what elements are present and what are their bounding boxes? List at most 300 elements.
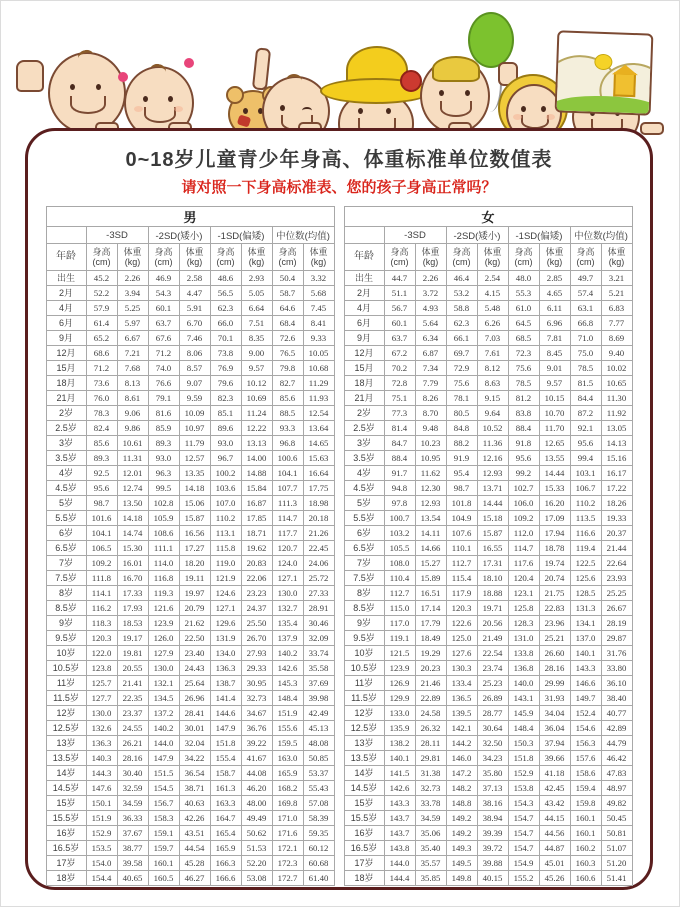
- age-cell: 18岁: [46, 871, 86, 886]
- table-row: [46, 796, 334, 811]
- age-header: 年龄: [46, 244, 86, 271]
- value-cell: 169.8: [272, 796, 303, 811]
- age-cell: 3岁: [46, 436, 86, 451]
- value-cell: 15.06: [179, 496, 210, 511]
- green-balloon-icon: [468, 12, 514, 68]
- age-cell: 15月: [344, 361, 384, 376]
- age-cell: 15岁: [46, 796, 86, 811]
- value-cell: 151.9: [272, 706, 303, 721]
- value-cell: 26.21: [117, 736, 148, 751]
- value-cell: 158.6: [570, 766, 601, 781]
- age-cell: 2月: [344, 286, 384, 301]
- value-cell: 5.25: [117, 301, 148, 316]
- value-cell: 113.1: [210, 526, 241, 541]
- value-cell: 63.7: [384, 331, 415, 346]
- table-row: [344, 796, 632, 811]
- value-cell: 10.95: [415, 451, 446, 466]
- value-cell: 21.41: [117, 676, 148, 691]
- value-cell: 122.5: [570, 556, 601, 571]
- value-cell: 9.01: [539, 361, 570, 376]
- table-row: [344, 766, 632, 781]
- value-cell: 32.73: [415, 781, 446, 796]
- value-cell: 159.1: [148, 826, 179, 841]
- value-cell: 58.7: [272, 286, 303, 301]
- age-cell: 4月: [46, 301, 86, 316]
- table-row: [344, 871, 632, 886]
- value-cell: 93.3: [272, 421, 303, 436]
- value-cell: 14.13: [601, 436, 632, 451]
- table-row: [46, 856, 334, 871]
- value-cell: 5.97: [117, 316, 148, 331]
- value-cell: 125.6: [570, 571, 601, 586]
- value-cell: 27.93: [241, 646, 272, 661]
- value-cell: 14.65: [303, 436, 334, 451]
- table-row: [46, 736, 334, 751]
- table-row: [46, 466, 334, 481]
- value-cell: 140.0: [508, 676, 539, 691]
- male-table-body: [46, 271, 334, 886]
- value-cell: 148.2: [446, 781, 477, 796]
- value-cell: 4.47: [179, 286, 210, 301]
- value-cell: 107.0: [210, 496, 241, 511]
- value-cell: 158.7: [210, 766, 241, 781]
- value-cell: 25.23: [477, 676, 508, 691]
- table-row: [46, 676, 334, 691]
- age-cell: 6岁: [344, 526, 384, 541]
- value-cell: 28.16: [539, 661, 570, 676]
- value-cell: 19.33: [601, 511, 632, 526]
- value-cell: 7.81: [539, 331, 570, 346]
- value-cell: 137.9: [272, 631, 303, 646]
- value-cell: 62.3: [210, 301, 241, 316]
- value-cell: 142.6: [384, 781, 415, 796]
- value-cell: 10.52: [477, 421, 508, 436]
- value-cell: 2.93: [241, 271, 272, 286]
- value-cell: 19.17: [117, 631, 148, 646]
- value-cell: 140.1: [570, 646, 601, 661]
- age-cell: 5岁: [344, 496, 384, 511]
- value-cell: 131.9: [210, 631, 241, 646]
- value-cell: 21.44: [601, 541, 632, 556]
- table-row: [344, 676, 632, 691]
- table-row: [46, 286, 334, 301]
- table-row: [344, 436, 632, 451]
- value-cell: 159.5: [272, 736, 303, 751]
- value-cell: 149.3: [446, 841, 477, 856]
- table-row: [344, 736, 632, 751]
- weight-header: 体重 (kg): [601, 244, 632, 271]
- value-cell: 72.3: [508, 346, 539, 361]
- value-cell: 82.4: [86, 421, 117, 436]
- age-cell: 18月: [344, 376, 384, 391]
- value-cell: 2.26: [117, 271, 148, 286]
- value-cell: 134.5: [148, 691, 179, 706]
- value-cell: 70.2: [384, 361, 415, 376]
- value-cell: 151.8: [508, 751, 539, 766]
- table-row: [46, 616, 334, 631]
- value-cell: 29.99: [539, 676, 570, 691]
- value-cell: 108.0: [384, 556, 415, 571]
- value-cell: 32.04: [179, 736, 210, 751]
- value-cell: 20.18: [303, 511, 334, 526]
- value-cell: 10.61: [117, 436, 148, 451]
- age-cell: 12岁: [344, 706, 384, 721]
- age-cell: 2岁: [46, 406, 86, 421]
- value-cell: 137.2: [148, 706, 179, 721]
- table-row: [344, 391, 632, 406]
- table-row: [46, 571, 334, 586]
- value-cell: 64.5: [508, 316, 539, 331]
- value-cell: 16.17: [601, 466, 632, 481]
- value-cell: 39.72: [477, 841, 508, 856]
- value-cell: 35.57: [415, 856, 446, 871]
- value-cell: 147.6: [86, 781, 117, 796]
- value-cell: 6.34: [415, 331, 446, 346]
- value-cell: 129.6: [210, 616, 241, 631]
- age-cell: 4.5岁: [46, 481, 86, 496]
- value-cell: 89.3: [86, 451, 117, 466]
- male-table: [46, 206, 335, 886]
- value-cell: 26.67: [601, 601, 632, 616]
- value-cell: 145.9: [508, 706, 539, 721]
- value-cell: 109.2: [508, 511, 539, 526]
- value-cell: 26.32: [415, 721, 446, 736]
- age-cell: 16岁: [344, 826, 384, 841]
- value-cell: 163.3: [210, 796, 241, 811]
- value-cell: 116.8: [148, 571, 179, 586]
- table-row: [344, 586, 632, 601]
- value-cell: 5.21: [601, 286, 632, 301]
- value-cell: 124.0: [272, 556, 303, 571]
- value-cell: 111.1: [148, 541, 179, 556]
- value-cell: 99.4: [570, 451, 601, 466]
- value-cell: 10.02: [601, 361, 632, 376]
- value-cell: 15.27: [415, 556, 446, 571]
- value-cell: 14.00: [241, 451, 272, 466]
- value-cell: 15.63: [303, 451, 334, 466]
- value-cell: 11.30: [601, 391, 632, 406]
- value-cell: 13.55: [539, 451, 570, 466]
- value-cell: 99.2: [508, 466, 539, 481]
- hair-bobble-icon: [184, 58, 194, 68]
- value-cell: 93.0: [210, 436, 241, 451]
- value-cell: 160.1: [148, 856, 179, 871]
- value-cell: 79.1: [148, 391, 179, 406]
- value-cell: 171.0: [272, 811, 303, 826]
- age-cell: 4月: [344, 301, 384, 316]
- value-cell: 143.3: [570, 661, 601, 676]
- value-cell: 85.6: [86, 436, 117, 451]
- value-cell: 60.12: [303, 841, 334, 856]
- empty-header-cell: [46, 227, 86, 244]
- age-cell: 5岁: [46, 496, 86, 511]
- empty-header-cell: [344, 227, 384, 244]
- value-cell: 25.21: [539, 631, 570, 646]
- age-cell: 17岁: [46, 856, 86, 871]
- gender-header: 女: [344, 207, 632, 227]
- value-cell: 136.8: [508, 661, 539, 676]
- table-row: [46, 346, 334, 361]
- value-cell: 39.39: [477, 826, 508, 841]
- value-cell: 6.11: [539, 301, 570, 316]
- value-cell: 116.2: [86, 601, 117, 616]
- value-cell: 165.9: [210, 841, 241, 856]
- value-cell: 51.20: [601, 856, 632, 871]
- age-cell: 12月: [344, 346, 384, 361]
- value-cell: 22.89: [415, 691, 446, 706]
- value-cell: 142.6: [272, 661, 303, 676]
- value-cell: 31.38: [415, 766, 446, 781]
- value-cell: 20.74: [539, 571, 570, 586]
- value-cell: 136.3: [210, 661, 241, 676]
- value-cell: 15.18: [477, 511, 508, 526]
- value-cell: 154.3: [508, 796, 539, 811]
- age-cell: 12.5岁: [46, 721, 86, 736]
- value-cell: 30.40: [117, 766, 148, 781]
- table-row: [344, 691, 632, 706]
- age-cell: 6.5岁: [46, 541, 86, 556]
- value-cell: 159.8: [570, 796, 601, 811]
- value-cell: 154.6: [570, 721, 601, 736]
- value-cell: 66.8: [570, 316, 601, 331]
- value-cell: 154.7: [508, 841, 539, 856]
- female-table-body: [344, 271, 632, 886]
- table-row: [344, 631, 632, 646]
- value-cell: 125.7: [86, 676, 117, 691]
- value-cell: 16.70: [117, 571, 148, 586]
- table-row: [46, 721, 334, 736]
- value-cell: 120.7: [272, 541, 303, 556]
- value-cell: 159.7: [148, 841, 179, 856]
- value-cell: 164.7: [210, 811, 241, 826]
- waving-hand-icon: [16, 60, 44, 92]
- value-cell: 77.3: [384, 406, 415, 421]
- value-cell: 165.9: [272, 766, 303, 781]
- value-cell: 135.4: [272, 616, 303, 631]
- value-cell: 150.1: [86, 796, 117, 811]
- age-cell: 6月: [46, 316, 86, 331]
- value-cell: 166.6: [210, 871, 241, 886]
- age-cell: 6.5岁: [344, 541, 384, 556]
- table-row: [344, 841, 632, 856]
- age-cell: 11岁: [46, 676, 86, 691]
- value-cell: 14.18: [179, 481, 210, 496]
- value-cell: 79.8: [272, 361, 303, 376]
- value-cell: 159.4: [570, 781, 601, 796]
- value-cell: 98.7: [86, 496, 117, 511]
- value-cell: 9.40: [601, 346, 632, 361]
- value-cell: 36.76: [241, 721, 272, 736]
- value-cell: 133.4: [446, 676, 477, 691]
- value-cell: 51.1: [384, 286, 415, 301]
- value-cell: 33.74: [303, 646, 334, 661]
- table-row: [344, 496, 632, 511]
- value-cell: 118.3: [86, 616, 117, 631]
- age-cell: 3.5岁: [46, 451, 86, 466]
- age-cell: 6月: [344, 316, 384, 331]
- value-cell: 10.65: [601, 376, 632, 391]
- value-cell: 22.64: [601, 556, 632, 571]
- value-cell: 17.79: [415, 616, 446, 631]
- value-cell: 15.87: [477, 526, 508, 541]
- table-row: [46, 207, 334, 227]
- table-row: [344, 571, 632, 586]
- value-cell: 28.77: [477, 706, 508, 721]
- value-cell: 107.7: [272, 481, 303, 496]
- value-cell: 134.0: [210, 646, 241, 661]
- value-cell: 149.5: [446, 856, 477, 871]
- value-cell: 11.92: [601, 406, 632, 421]
- value-cell: 49.7: [570, 271, 601, 286]
- value-cell: 29.33: [241, 661, 272, 676]
- value-cell: 11.62: [415, 466, 446, 481]
- value-cell: 26.70: [241, 631, 272, 646]
- value-cell: 30.95: [241, 676, 272, 691]
- value-cell: 156.3: [570, 736, 601, 751]
- value-cell: 92.1: [570, 421, 601, 436]
- value-cell: 14.44: [477, 496, 508, 511]
- value-cell: 104.1: [86, 526, 117, 541]
- age-cell: 12.5岁: [344, 721, 384, 736]
- value-cell: 121.6: [148, 601, 179, 616]
- value-cell: 39.88: [477, 856, 508, 871]
- table-row: [46, 781, 334, 796]
- value-cell: 8.61: [117, 391, 148, 406]
- value-cell: 168.2: [272, 781, 303, 796]
- value-cell: 6.26: [477, 316, 508, 331]
- value-cell: 68.5: [508, 331, 539, 346]
- value-cell: 155.2: [508, 871, 539, 886]
- table-row: [46, 331, 334, 346]
- sd-header: -1SD(偏矮): [210, 227, 272, 244]
- value-cell: 21.26: [303, 526, 334, 541]
- value-cell: 11.31: [117, 451, 148, 466]
- value-cell: 48.08: [303, 736, 334, 751]
- value-cell: 81.5: [570, 376, 601, 391]
- value-cell: 144.4: [384, 871, 415, 886]
- age-cell: 18月: [46, 376, 86, 391]
- value-cell: 9.57: [539, 376, 570, 391]
- value-cell: 11.24: [241, 406, 272, 421]
- value-cell: 50.62: [241, 826, 272, 841]
- value-cell: 7.45: [303, 301, 334, 316]
- value-cell: 20.55: [117, 661, 148, 676]
- value-cell: 144.0: [148, 736, 179, 751]
- value-cell: 29.81: [415, 751, 446, 766]
- value-cell: 124.6: [210, 586, 241, 601]
- value-cell: 23.96: [539, 616, 570, 631]
- height-header: 身高 (cm): [148, 244, 179, 271]
- age-cell: 15.5岁: [46, 811, 86, 826]
- age-cell: 7.5岁: [46, 571, 86, 586]
- value-cell: 10.15: [539, 391, 570, 406]
- value-cell: 166.3: [210, 856, 241, 871]
- value-cell: 11.70: [539, 421, 570, 436]
- value-cell: 20.23: [415, 661, 446, 676]
- value-cell: 68.6: [86, 346, 117, 361]
- value-cell: 62.3: [446, 316, 477, 331]
- value-cell: 18.10: [477, 571, 508, 586]
- value-cell: 22.50: [179, 631, 210, 646]
- value-cell: 13.05: [601, 421, 632, 436]
- value-cell: 75.0: [570, 346, 601, 361]
- page-subtitle: 请对照一下身高标准表、您的孩子身高正常吗？: [181, 179, 497, 196]
- value-cell: 13.64: [303, 421, 334, 436]
- value-cell: 141.4: [210, 691, 241, 706]
- value-cell: 101.6: [86, 511, 117, 526]
- value-cell: 101.8: [446, 496, 477, 511]
- value-cell: 59.35: [303, 826, 334, 841]
- sd-header: -3SD: [384, 227, 446, 244]
- value-cell: 35.40: [415, 841, 446, 856]
- value-cell: 160.3: [570, 856, 601, 871]
- value-cell: 9.86: [117, 421, 148, 436]
- value-cell: 20.56: [477, 616, 508, 631]
- value-cell: 106.0: [508, 496, 539, 511]
- value-cell: 18.78: [539, 541, 570, 556]
- value-cell: 88.4: [508, 421, 539, 436]
- value-cell: 132.6: [86, 721, 117, 736]
- value-cell: 7.68: [117, 361, 148, 376]
- value-cell: 29.87: [601, 631, 632, 646]
- value-cell: 31.93: [539, 691, 570, 706]
- value-cell: 51.53: [241, 841, 272, 856]
- grip-hand-icon: [640, 122, 664, 135]
- value-cell: 12.16: [477, 451, 508, 466]
- value-cell: 57.08: [303, 796, 334, 811]
- table-row: [46, 496, 334, 511]
- value-cell: 114.7: [508, 541, 539, 556]
- value-cell: 88.2: [446, 436, 477, 451]
- value-cell: 150.3: [508, 736, 539, 751]
- value-cell: 100.2: [210, 466, 241, 481]
- card-house-roof-icon: [612, 64, 638, 75]
- value-cell: 66.1: [446, 331, 477, 346]
- value-cell: 35.80: [477, 766, 508, 781]
- value-cell: 50.85: [303, 751, 334, 766]
- value-cell: 132.7: [272, 601, 303, 616]
- value-cell: 18.98: [303, 496, 334, 511]
- value-cell: 126.0: [148, 631, 179, 646]
- value-cell: 146.6: [570, 676, 601, 691]
- age-cell: 11.5岁: [344, 691, 384, 706]
- value-cell: 61.4: [86, 316, 117, 331]
- value-cell: 152.9: [508, 766, 539, 781]
- value-cell: 12.54: [303, 406, 334, 421]
- page-title: 0~18岁儿童青少年身高、体重标准单位数值表: [125, 149, 553, 171]
- value-cell: 16.01: [117, 556, 148, 571]
- table-row: [46, 421, 334, 436]
- table-row: [344, 376, 632, 391]
- value-cell: 17.31: [477, 556, 508, 571]
- value-cell: 7.77: [601, 316, 632, 331]
- value-cell: 112.0: [508, 526, 539, 541]
- value-cell: 115.8: [210, 541, 241, 556]
- value-cell: 7.46: [179, 331, 210, 346]
- value-cell: 76.5: [272, 346, 303, 361]
- value-cell: 105.9: [148, 511, 179, 526]
- value-cell: 149.7: [570, 691, 601, 706]
- value-cell: 85.9: [148, 421, 179, 436]
- height-header: 身高 (cm): [272, 244, 303, 271]
- value-cell: 160.1: [570, 811, 601, 826]
- value-cell: 160.5: [148, 871, 179, 886]
- age-cell: 2月: [46, 286, 86, 301]
- table-row: [344, 451, 632, 466]
- value-cell: 79.6: [210, 376, 241, 391]
- table-row: [344, 301, 632, 316]
- value-cell: 147.2: [446, 766, 477, 781]
